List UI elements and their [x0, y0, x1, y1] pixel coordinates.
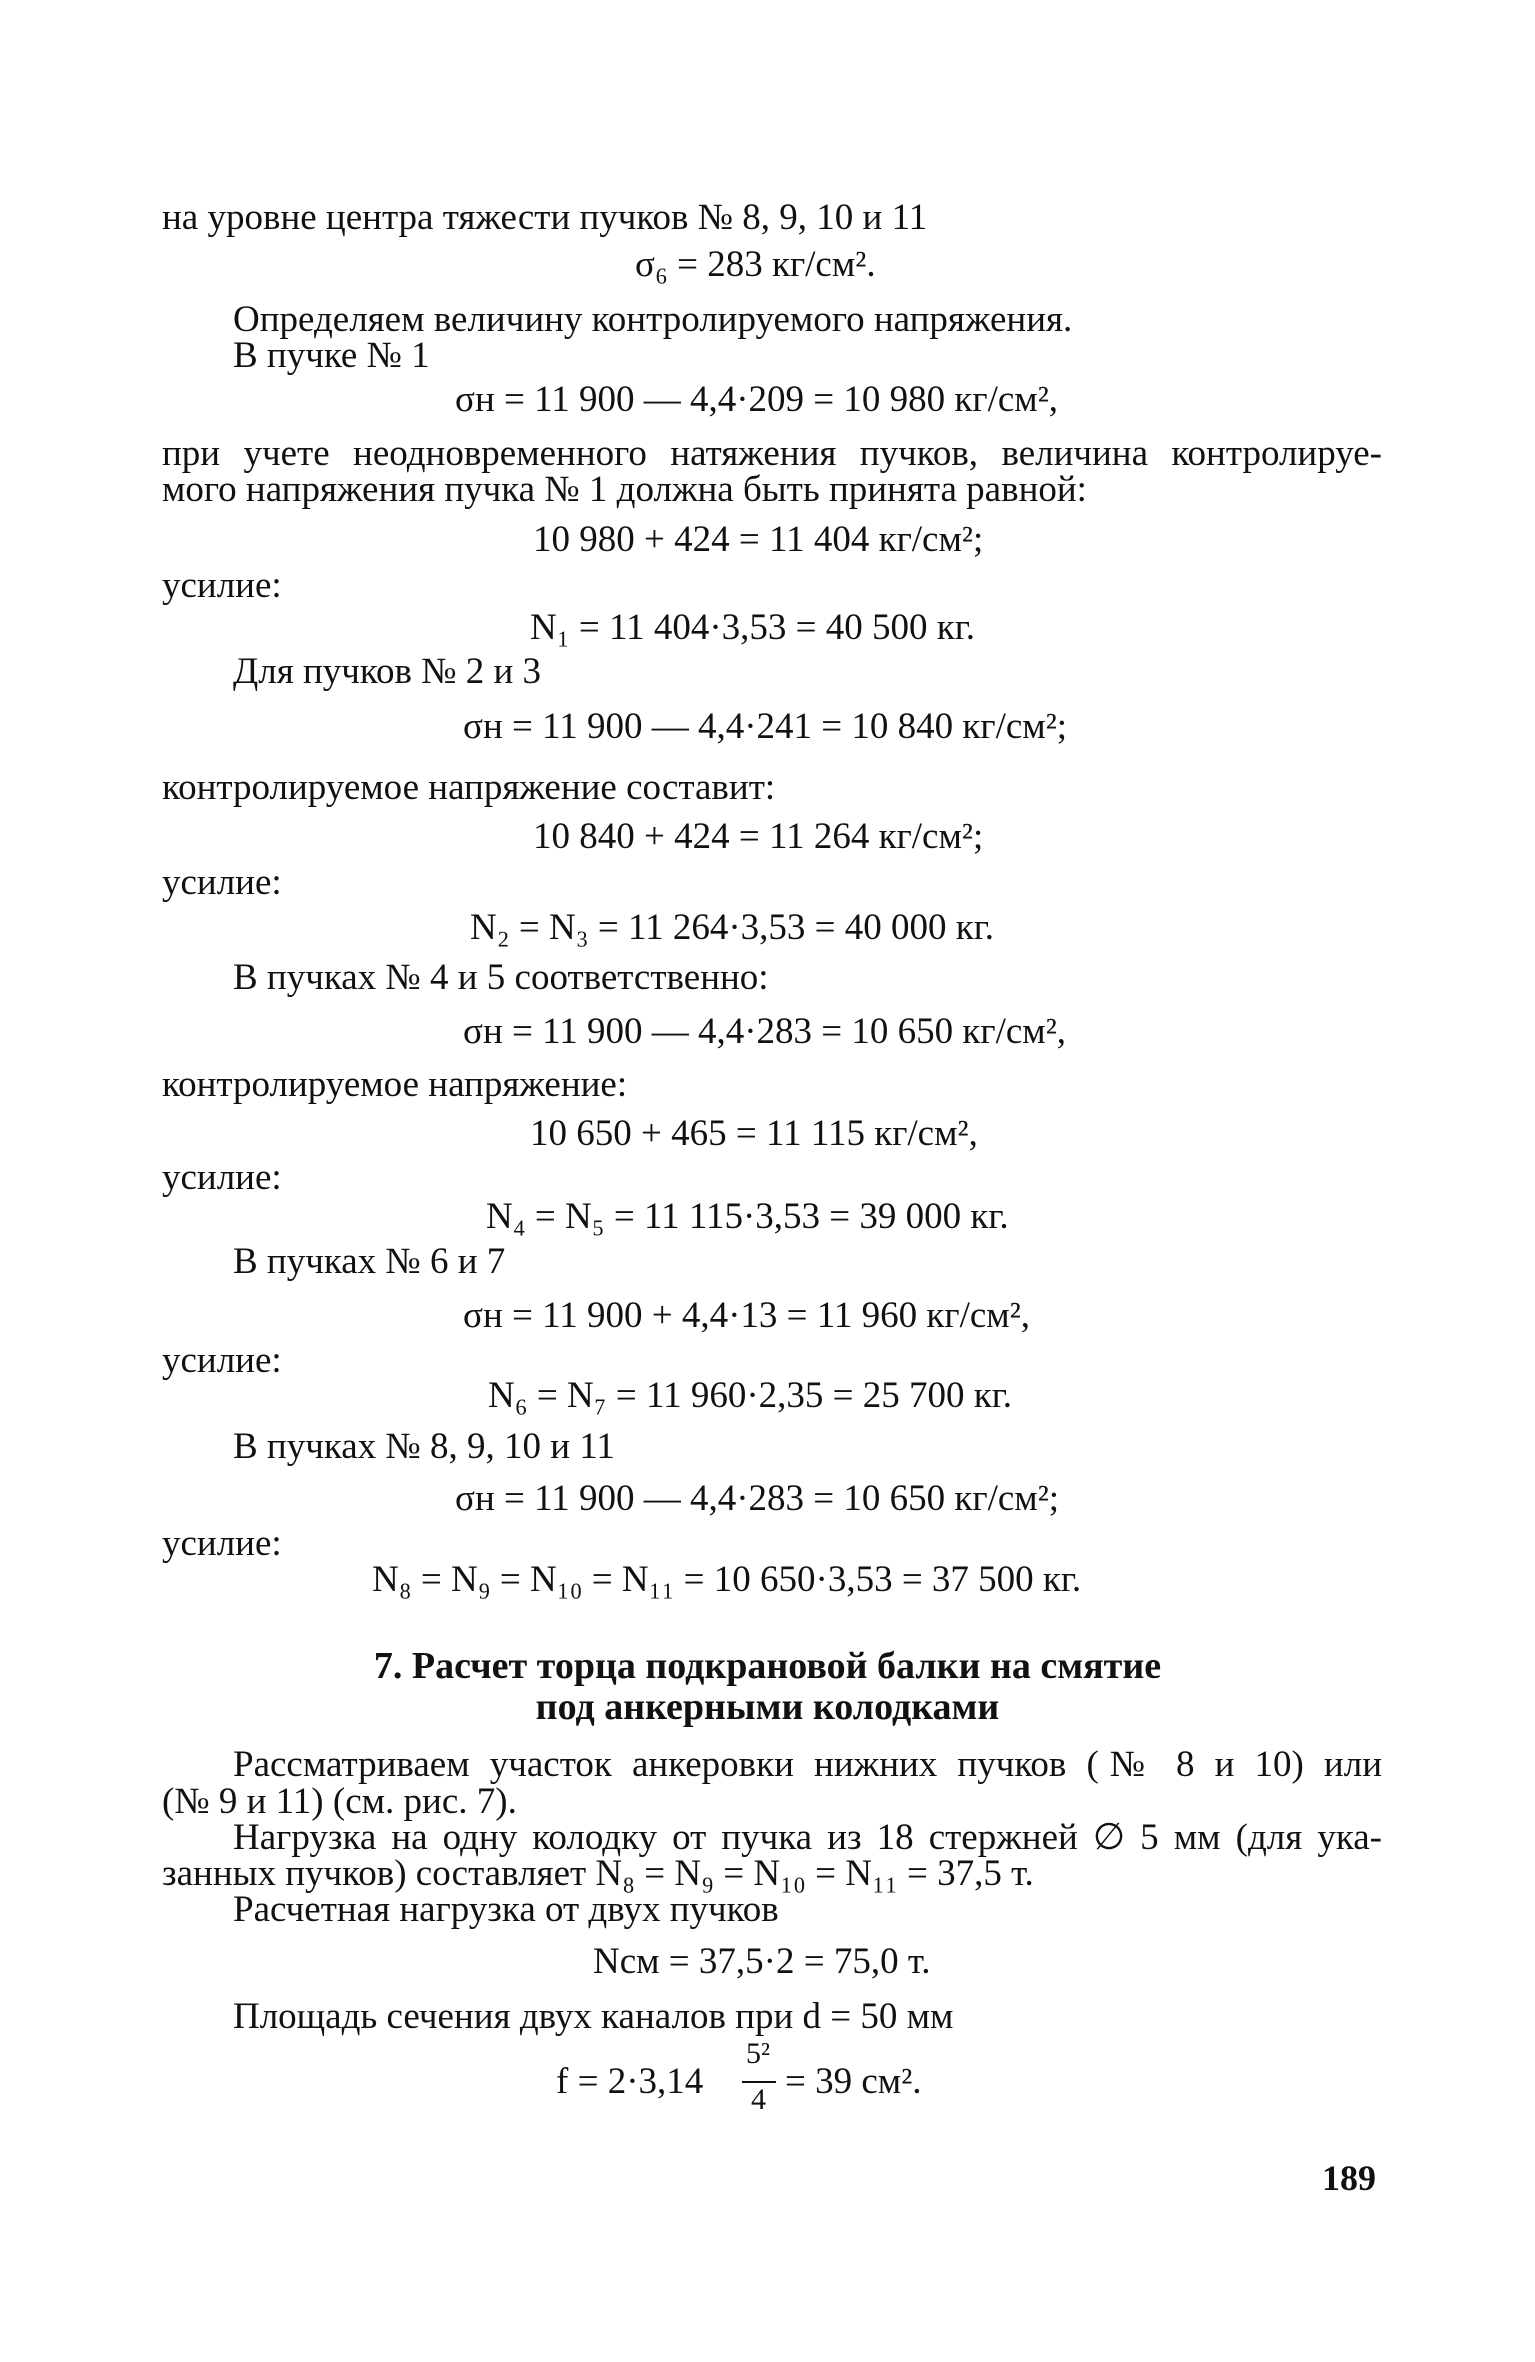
formula-n4-n5: N₄ = N₅ = 11 115·3,53 = 39 000 кг. [486, 1196, 1009, 1237]
label-usilie-5: усилие: [162, 1523, 282, 1564]
paragraph-1-line-1: Рассматриваем участок анкеровки нижних пучков (№ 8 и 10) или [233, 1744, 1382, 1785]
text-line-11: В пучках № 8, 9, 10 и 11 [233, 1426, 615, 1467]
formula-sigma-1: σн = 11 900 — 4,4·209 = 10 980 кг/см², [455, 379, 1059, 420]
text-line-3: В пучке № 1 [233, 335, 430, 376]
formula-sigma-4-5: σн = 11 900 — 4,4·283 = 10 650 кг/см², [463, 1011, 1067, 1052]
formula-n6-n7: N₆ = N₇ = 11 960·2,35 = 25 700 кг. [488, 1375, 1013, 1416]
formula-control-2-3: 10 840 + 424 = 11 264 кг/см²; [533, 816, 984, 857]
formula-area-left: f = 2·3,14 [556, 2061, 704, 2102]
label-usilie-2: усилие: [162, 862, 282, 903]
formula-n1: N₁ = 11 404·3,53 = 40 500 кг. [530, 607, 976, 648]
formula-area-right: = 39 см². [785, 2061, 922, 2102]
text-line-4: при учете неодновременного натяжения пучков, величина контролируе- [162, 433, 1382, 474]
section-title-line-1: 7. Расчет торца подкрановой балки на смятие [373, 1645, 1162, 1687]
page-number: 189 [1322, 2158, 1376, 2198]
formula-n2-n3: N₂ = N₃ = 11 264·3,53 = 40 000 кг. [470, 907, 995, 948]
formula-area-denominator: 4 [751, 2083, 766, 2116]
section-title-line-2: под анкерными колодками [535, 1686, 1000, 1728]
label-usilie-4: усилие: [162, 1340, 282, 1381]
paragraph-2-line-1: Нагрузка на одну колодку от пучка из 18 стержней ∅ 5 мм (для ука- [233, 1817, 1382, 1858]
text-line-8: В пучках № 4 и 5 соответственно: [233, 957, 769, 998]
formula-control-1: 10 980 + 424 = 11 404 кг/см²; [533, 519, 984, 560]
paragraph-3: Расчетная нагрузка от двух пучков [233, 1889, 779, 1930]
label-usilie-1: усилие: [162, 565, 282, 606]
text-line-9: контролируемое напряжение: [162, 1064, 628, 1105]
formula-area-numerator: 5² [746, 2037, 770, 2070]
formula-control-4-5: 10 650 + 465 = 11 115 кг/см², [530, 1113, 978, 1154]
formula-sigma-2-3: σн = 11 900 — 4,4·241 = 10 840 кг/см²; [463, 706, 1068, 747]
formula-sigma6: σ₆ = 283 кг/см². [635, 244, 876, 285]
paragraph-4: Площадь сечения двух каналов при d = 50 мм [233, 1996, 954, 2037]
paragraph-2-line-2: занных пучков) составляет N₈ = N₉ = N₁₀ = N₁₁ = 37,5 т. [162, 1853, 1034, 1894]
formula-n8-n11: N₈ = N₉ = N₁₀ = N₁₁ = 10 650·3,53 = 37 500 кг. [372, 1559, 1082, 1600]
label-usilie-3: усилие: [162, 1157, 282, 1198]
text-line-2: Определяем величину контролируемого напряжения. [233, 299, 1073, 340]
paragraph-1-line-2: (№ 9 и 11) (см. рис. 7). [162, 1781, 517, 1822]
formula-sigma-6-7: σн = 11 900 + 4,4·13 = 11 960 кг/см², [463, 1295, 1031, 1336]
text-line-5: мого напряжения пучка № 1 должна быть принята равной: [162, 469, 1087, 510]
text-line-6: Для пучков № 2 и 3 [233, 651, 542, 692]
text-line-1: на уровне центра тяжести пучков № 8, 9, 10 и 11 [162, 197, 928, 238]
formula-sigma-8-11: σн = 11 900 — 4,4·283 = 10 650 кг/см²; [455, 1478, 1060, 1519]
text-line-7: контролируемое напряжение составит: [162, 767, 776, 808]
text-line-10: В пучках № 6 и 7 [233, 1241, 506, 1282]
formula-n-cm: Nсм = 37,5·2 = 75,0 т. [593, 1941, 931, 1982]
